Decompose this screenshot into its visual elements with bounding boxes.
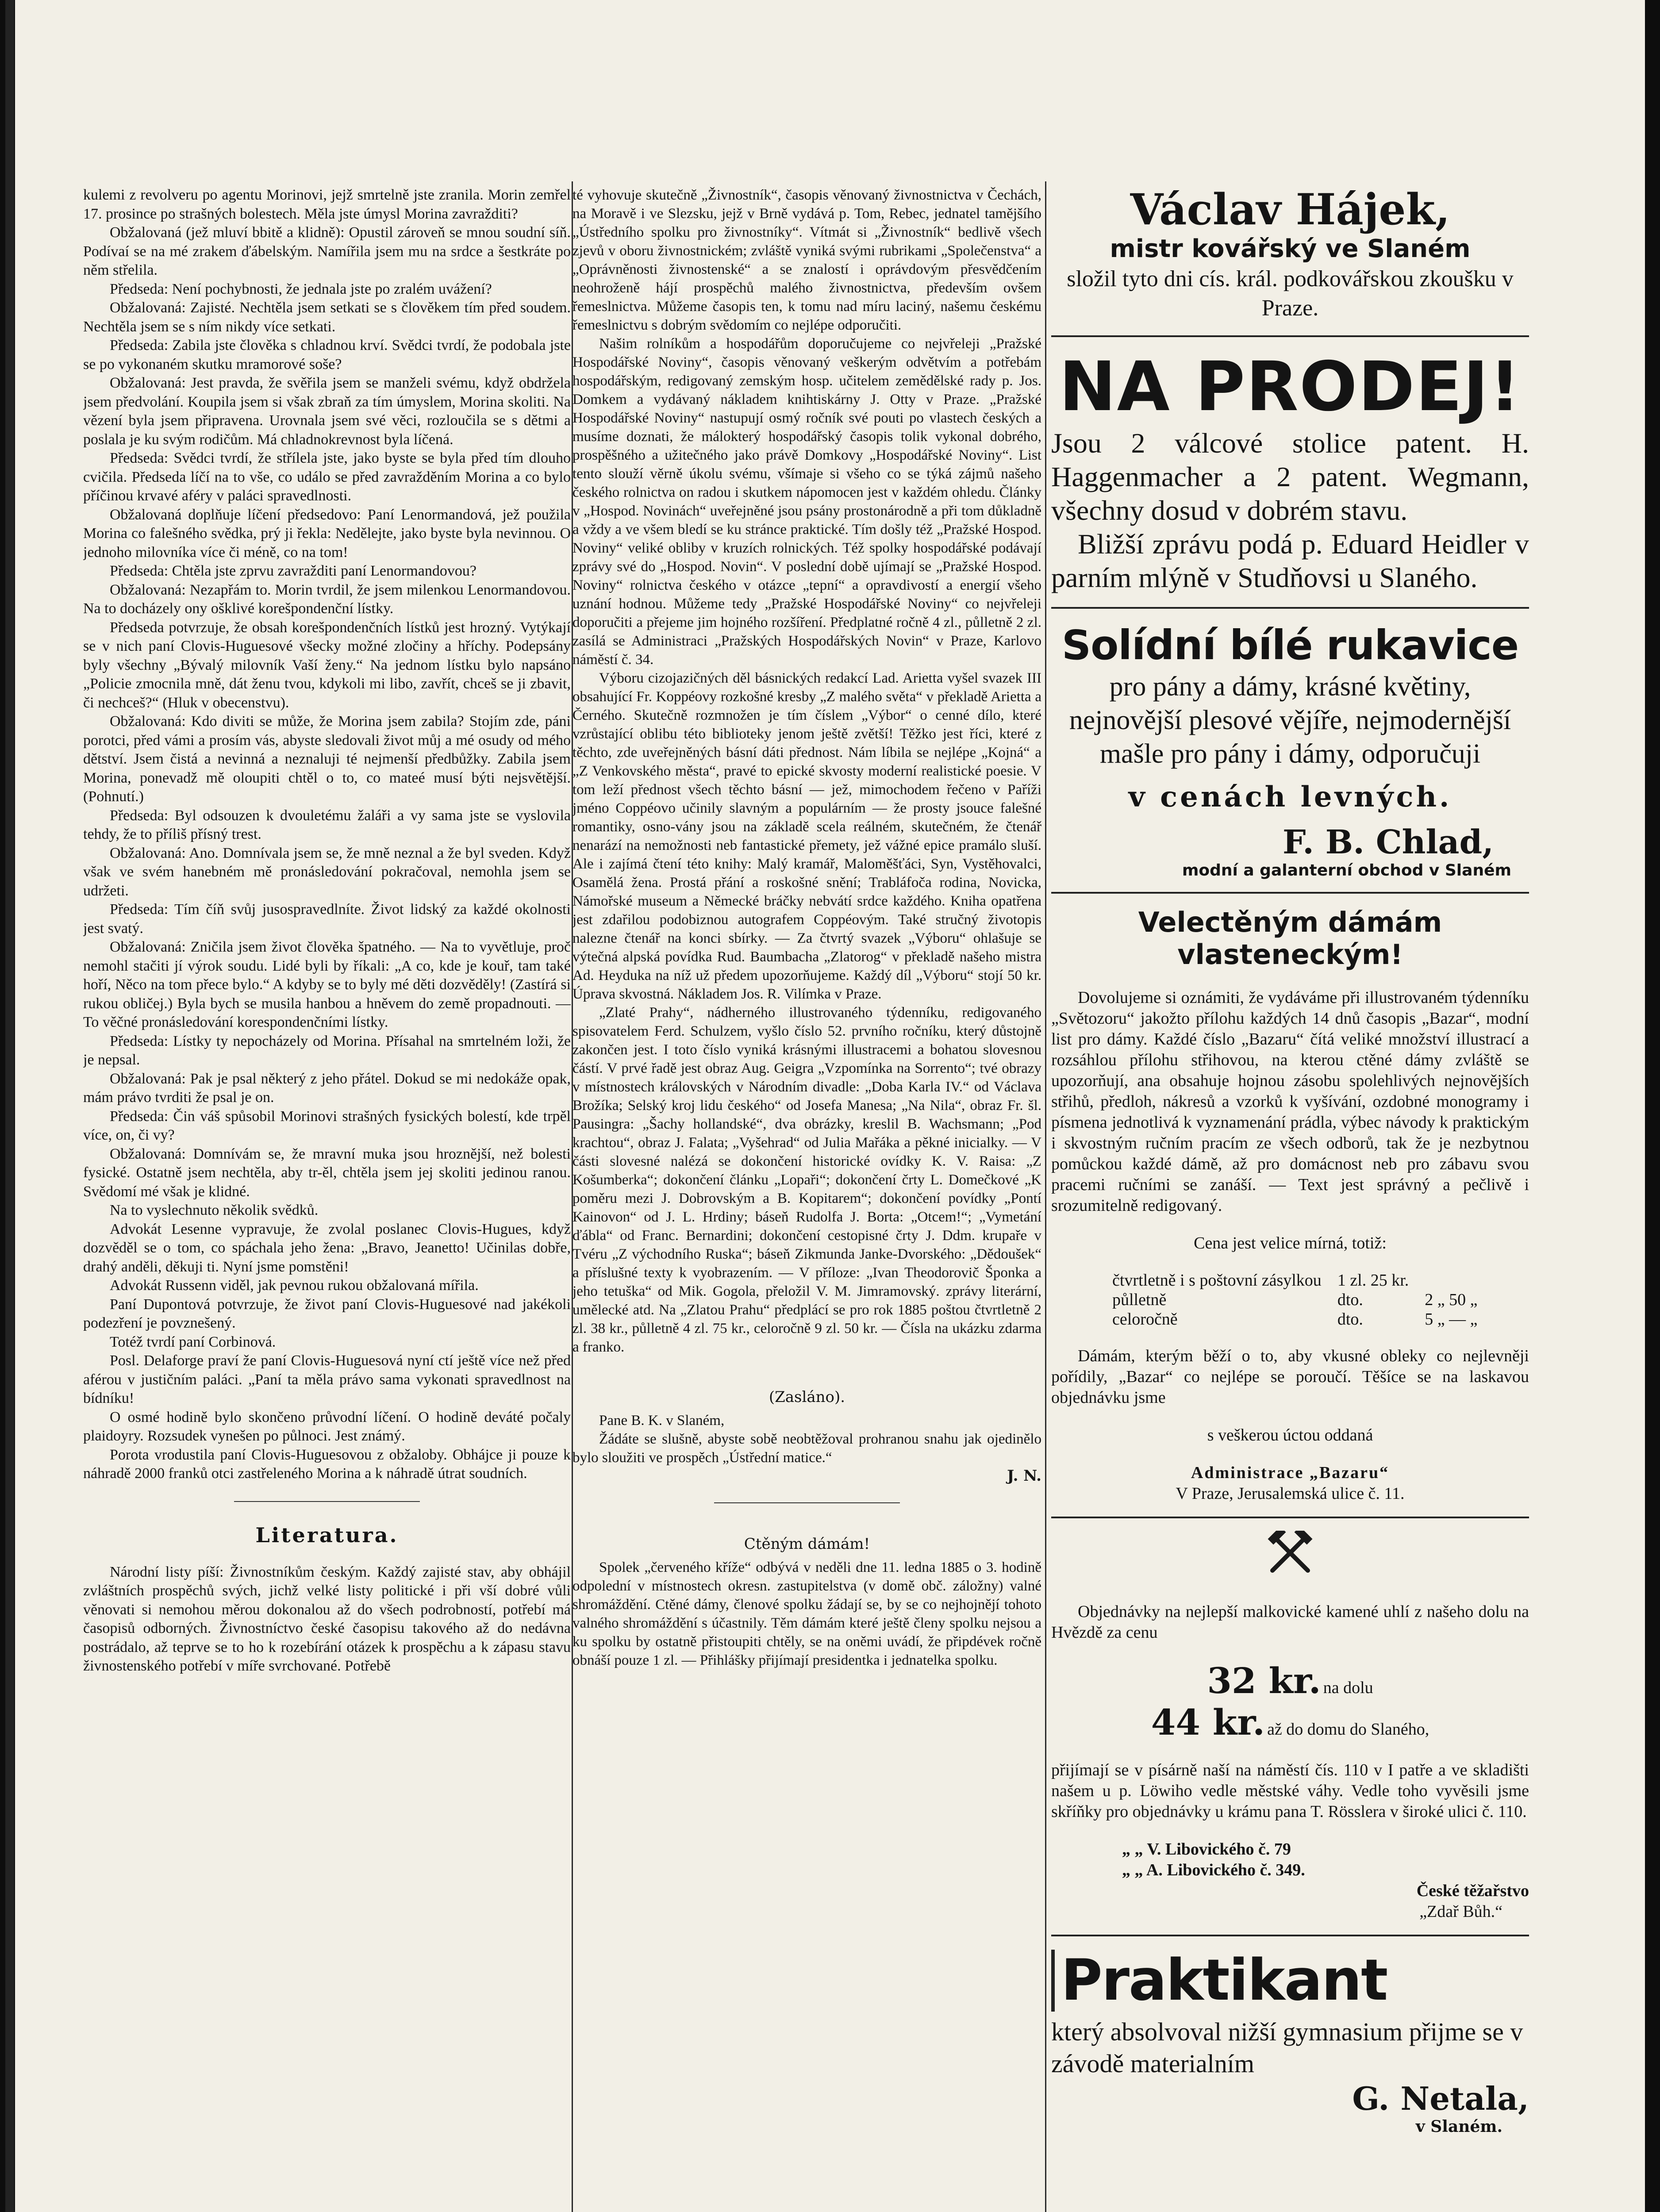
- ad-signature-sub: modní a galanterní obchod v Slaném: [1182, 861, 1511, 879]
- column-advertisements: [1051, 186, 1529, 2212]
- paragraph: Obžalovaná: Zničila jsem život člověka špatného. — Na to vyvětluje, proč nemohl stačiti jí výrok soudu. Lidé byli by říkali: „A co, kde je kouř, tam také hoří, Něco na tom přece bylo.“ A kdyby se to byly mé děti dozvěděly! (Zastírá si rukou obličej.) Byla bych se musila hanbou a hněvem do země propadnouti. — To věčné pronásledování korespondenčními lístky.: [83, 939, 571, 1030]
- paragraph: O osmé hodině bylo skončeno průvodní líčení. O hodině deváté počaly plaidoyry. Rozsudek vynešen po půlnoci. Jest známý.: [83, 1409, 571, 1444]
- ad-title: Velectěným dámám vlasteneckým!: [1138, 906, 1442, 971]
- ad-text: Bližší zprávu podá p. Eduard Heidler v parním mlýně v Studňovsi u Slaného.: [1051, 528, 1529, 593]
- zaslano-addressee: Pane B. K. v Slaném,: [599, 1413, 725, 1429]
- ad-divider: [1051, 892, 1529, 894]
- ad-rukavice: [1051, 621, 1529, 879]
- ad-price-note: v cenách levných.: [1128, 780, 1452, 814]
- paragraph: Porota vrodustila paní Clovis-Huguesovou z obžaloby. Obhájce ji pouze k náhradě 2000 franků otci zastřeleného Morina a k náhradě útrat soudních.: [83, 1446, 571, 1482]
- page-fold-shadow: [5, 0, 14, 2212]
- zaslano-text: Žádáte se slušně, abyste sobě neobtěžoval prohranou snahu jak ojedinělo bylo sloužiti ve prospěch „Ústřední matice.“: [573, 1431, 1041, 1466]
- paragraph: Obžalovaná: Ano. Domnívala jsem se, že mně neznal a že byl sveden. Když však ve svém hanebném mě pronásledování pokračoval, nemohla jsem se udržeti.: [83, 845, 571, 899]
- paragraph: „Zlaté Prahy“, nádherného illustrovaného týdenníku, redigovaného spisovatelem Ferd. Schulzem, vyšlo číslo 52. prvního ročníku, který důstojně zakončen jest. I toto číslo vyniká krásnými illustracemi a bohatou slovesnou částí. V prvé řadě jest obraz Aug. Geigra „Vzpomínka na Sorrento“; tvé obrazy v místnostech královských v Národním divadle: „Doba Karla IV.“ od Václava Brožíka; Selský kroj lidu českého“ od Josefa Manesa; „Na Nila“, obraz Fr. šl. Pausingra: „Šachy hollandské“, dva obrázky, kreslil B. Wachsmann; „Pod krachtou“, obraz J. Falata; „Vyšehrad“ od Julia Mařáka a pěkné inicialky. — V části slovesné nalézá se dokončení historické ovídky K. V. Raisa: „Z Košumberka“; dokončení článku „Lopaři“; dokončení črty L. Domečkové „K poměru mezi J. Dobrovským a B. Kopitarem“; dokončení povídky „Pontí Kainovon“ od J. L. Hrdiny; báseň Rudolfa J. Borta: „Otcem!“; „Vymetání ďábla“ od Franc. Bernardini; dokončení cestopisné črty J. Ddm. krupaře v Tvéru „Z východního Ruska“; báseň Zikmunda Janke-Dvorského: „Dědoušek“ a příslušné texty k vyobrazením. — V příloze: „Ivan Theodorovič Šponka a jeho tetuška“ od Mik. Gogola, přeložil V. M. Jimramovský. zprávy literární, umělecké atd. Na „Zlatou Prahu“ předplácí se pro rok 1885 poštou čtvrtletně 2 zl. 38 kr., půlletně 4 zl. 75 kr., celoročně 9 zl. 50 kr. — Čísla na ukázku zdarma a franko.: [573, 1005, 1041, 1355]
- list-item: „ „ A. Libovického č. 349.: [1122, 1861, 1305, 1879]
- hammer-icon: [1051, 1531, 1529, 1585]
- ad-uhli: [1051, 1531, 1529, 1922]
- paragraph: Obžalovaná: Kdo diviti se může, že Morina jsem zabila? Stojím zde, páni porotci, před vámi a prosím vás, abyste sledovali život můj a mé osudy od mého dětství. Jsem čistá a nevinná a neznaluji té nejmenší předbůžky. Zabila jsem Morina, ponevadž mě oloupiti chtěl o to, co mateé musí býti nejsvětější. (Pohnutí.): [83, 713, 571, 805]
- ad-divider: [1051, 335, 1529, 337]
- ad-vaclav-hajek: [1051, 186, 1529, 323]
- paragraph: Předseda: Tím číň svůj jusospravedlníte. Život lidský za každé okolnosti jest svatý.: [83, 901, 571, 937]
- ad-title: Václav Hájek,: [1130, 186, 1450, 234]
- paragraph: Obžalovaná: Domnívám se, že mravní muka jsou hroznější, než bolesti fysické. Ostatně jsem nechtěla, aby tr-ěl, chtěla jsem jej skoliti jedinou ranou. Svědomí mé však je klidné.: [83, 1145, 571, 1200]
- ad-text: Jsou 2 válcové stolice patent. H. Haggenmacher a 2 patent. Wegmann, všechny dosud v dobrém stavu.: [1051, 427, 1529, 526]
- ad-title: Solídní bílé rukavice: [1061, 622, 1519, 669]
- paragraph: Totéž tvrdí paní Corbinová.: [110, 1333, 276, 1350]
- paragraph: Spolek „červeného kříže“ odbývá v neděli dne 11. ledna 1885 o 3. hodině odpolední v místnostech okresn. zastupitelstva (v domě obč. záložny) valné shromáždění. Ctěné dámy, členové spolku žádají se, by se co nejhojnějí tohoto valného shromáždění s účastnily. Těm dámám které ještě členy spolku nejsou a ku spolku by ostatně přistoupiti chtěly, se na oněmi uvádí, že připdévek ročně obnáší pouze 1 zl. — Přihlášky přijímají presidentka i jednatelka spolku.: [573, 1559, 1041, 1668]
- price-ditto: dto.: [1337, 1290, 1363, 1309]
- paragraph: Advokát Lesenne vypravuje, že zvolal poslanec Clovis-Hugues, když dozvěděl se o tom, co spáchala jeho žena: „Bravo, Jeanetto! Učinilas dobře, drahý anděli, děkuji ti. Nyní jsme pomstěni!: [83, 1221, 571, 1275]
- column-literature: [573, 186, 1041, 2212]
- ad-signature-sub: „Zdař Bůh.“: [1419, 1902, 1502, 1921]
- ad-text: pro pány a dámy, krásné květiny, nejnovější plesové vějíře, nejmodernější mašle pro pány i dámy, odporučuji: [1069, 672, 1511, 769]
- ad-signature: Administrace „Bazaru“: [1191, 1463, 1390, 1482]
- paragraph: Obžalovaná: Pak je psal některý z jeho přátel. Dokud se mi nedokáže opak, mám právo tvrditi že psal je on.: [83, 1070, 571, 1106]
- table-row: [1104, 1290, 1486, 1310]
- ad-text: přijímají se v písárně naší na náměstí čís. 110 v I patře a ve skladišti našem u p. Löwiho vedle městské váhy. Vedle toho vyvěsili jsme skříňky pro objednávky u krámu pana T. Rösslera v široké ulici č. 110.: [1051, 1761, 1529, 1821]
- price-value: 1 zl. 25 kr.: [1337, 1271, 1409, 1290]
- coal-price-note: až do domu do Slaného,: [1267, 1720, 1429, 1739]
- paragraph: Předseda: Není pochybnosti, že jednala jste po zralém uvážení?: [110, 280, 492, 297]
- section-heading-zaslano: (Zasláno).: [769, 1388, 845, 1406]
- paragraph: Obžalovaná: Zajisté. Nechtěla jsem setkati se s člověkem tím před soudem. Nechtěla jsem se s ním nikdy více setkati.: [83, 300, 571, 335]
- section-divider: [714, 1502, 900, 1503]
- paragraph: Předseda: Čin váš spůsobil Morinovi strašných fysických bolestí, kde trpěl více, on, či vy?: [83, 1108, 571, 1143]
- price-ditto: dto.: [1337, 1310, 1363, 1329]
- ad-text: Dámám, kterým běží o to, aby vkusné obleky co nejlevněji pořídily, „Bazar“ co nejlépe se poroučí. Těšíce se na laskavou objednávku jsme: [1051, 1347, 1529, 1407]
- ad-text: který absolvoval nižší gymnasium přijme se v závodě materialním: [1051, 2017, 1523, 2078]
- paragraph: Předseda: Lístky ty nepocházely od Morina. Přísahal na smrtelném loži, že je nepsal.: [83, 1033, 571, 1068]
- ad-na-prodej: [1051, 349, 1529, 595]
- paragraph: Obžalovaná: Nezapřám to. Morin tvrdil, že jsem milenkou Lenormandovou. Na to docházely ony ošklivé korešpondenční lístky.: [83, 581, 571, 617]
- ad-divider: [1051, 1517, 1529, 1518]
- paragraph: té vyhovuje skutečně „Živnostník“, časopis věnovaný živnostnictva v Čechách, na Moravě i ve Slezsku, jejž v Brně vydává p. Tom, Rebec, jednatel tamějšího „Ústředního spolku pro živnostníky“. Vítmát si „Živnostník“ bedlivě všech zjevů v oboru živnostnickém; zvláště vyniká svými rubrikami „Společenstva“ a „Oprávněnosti živnostenské“ a se znalostí i oprávdovým přesvědčením neohroženě hájí prospěchů malého živnostnictva, především ovšem řemeslnictva. Můžeme časopis ten, k tomu nad míru laciný, našemu českému řemeslnictvu s dobrým svědomím co nejlépe odporučiti.: [573, 187, 1041, 333]
- price-period: celoročně: [1112, 1310, 1178, 1329]
- coal-price: 44 kr.: [1151, 1701, 1265, 1743]
- paragraph: Advokát Russenn viděl, jak pevnou rukou obžalovaná mířila.: [110, 1277, 479, 1294]
- ad-signature: F. B. Chlad,: [1283, 823, 1494, 861]
- column-trial-report: [83, 186, 571, 2212]
- list-item: „ „ V. Libovického č. 79: [1122, 1840, 1291, 1859]
- paragraph: Obžalovaná doplňuje líčení předsedovo: Paní Lenormandová, jež použila Morina co falešného svědka, prý ji řekla: Nedělejte, jako byste byla nevinnou. O jednoho milovníka více či méně, co na tom!: [83, 506, 571, 561]
- paragraph: Předseda potvrzuje, že obsah korešpondenčních lístků jest hrozný. Vytýkají se v nich paní Clovis-Huguesové všecky možné zločiny a hříchy. Podepsány byly všechny „Bývalý milovník Vaší ženy.“ Na jednom lístku bylo napsáno „Policie zmocnila mně, dát ženu tvou, kdykoli mi libo, zavřít, chceš se ji zbavit, či nechceš?“ (Hluk v obecenstvu).: [83, 619, 571, 711]
- section-heading-literatura: Literatura.: [255, 1523, 399, 1547]
- ad-price-label: Cena jest velice mírná, totiž:: [1194, 1234, 1387, 1252]
- paragraph: Národní listy píší: Živnostníkům českým. Každý zajisté stav, aby obhájil zvláštních prospěchů svých, jichž velké listy politické i při vší dobré vůli věnovati si nemohou měrou dokonalou až do všech podrobností, potřebí má časopisů odborných. Živnostníctvo české časopisu takového až do nedávna postrádalo, až teprve se to ho k rozebírání otázek k prospěchu a k zápasu stavu živnostenského potřebí v míře svrchované. Potřebě: [83, 1563, 571, 1674]
- ad-title: NA PRODEJ!: [1059, 347, 1522, 426]
- coal-price-row: [1051, 1660, 1529, 1701]
- paragraph: Předseda: Byl odsouzen k dvouletému žaláři a vy sama jste se vyslovila tehdy, že to příliš přísný trest.: [83, 807, 571, 842]
- price-table: [1104, 1271, 1486, 1329]
- price-value: 5 „ — „: [1425, 1310, 1478, 1329]
- paragraph: Výboru cizojazičných děl básnických redakcí Lad. Arietta vyšel svazek III obsahující Fr. Koppéovy rozkošné kresby „Z malého světa“ v překladě Arietta a Černého. Skutečně rozmnožen je tím číslem „Výbor“ o cenné dílo, které vzrůstající oblibu této biblioteky jenom ještě zvětší! Těžko jest říci, které z těchto, zde uveřejněných básní dáti přednost. Nám líbila se nejlépe „Kojná“ a „Z Venkovského města“, pravé to epické skvosty moderní realistické poesie. V tom leží přednost všech těchto básní — jež, mimochodem řečeno v Paříži jméno Coppéovo učinily slavným a populárním — že prosty jsouce falešné romantiky, osno-vány jsou na základě scela reálném, skutečném, že čtenář nenarází na nemožnosti neb fantastické přemety, jež vážné epice pramálo sluší. Ale i zajímá čtení této knihy: Malý kramář, Maloměšťáci, Syn, Vystěhovalci, Osamělá žena. Prostá přání a roskošné snění; Trabláfoča rodina, Novicka, Námořské museum a Německé bráčky nebvátí srdce každého. Kniha opatřena jest zdařilou podobiznou autografem Coppéovým. Také stručný životopis nalezne čtenář na konci sbírky. — Za čtvrtý svazek „Výboru“ ohlašuje se výtečná alpská povídka Rud. Baumbacha „Zlatorog“ v překladě našeho mistra Ad. Heyduka na níž už předem upozorňujeme. Každý díl „Výboru“ stojí 50 kr. Úprava skvostná. Nákladem Jos. R. Vilímka v Praze.: [573, 670, 1041, 1002]
- ad-signature-sub: V Praze, Jerusalemská ulice č. 11.: [1176, 1484, 1405, 1503]
- ad-signature: České těžařstvo: [1416, 1882, 1529, 1900]
- paragraph: Obžalovaná: Jest pravda, že svěřila jsem se manželi svému, když obdržela jsem předvolání. Koupila jsem si však zbraň za tím úmyslem, Morina skoliti. Na vězení byla jsem připravena. Urovnala jsem své věci, rozloučila se s dětmi a poslala je ku svým rodičům. Má chladnokrevnost byla líčená.: [83, 375, 571, 448]
- paragraph: kulemi z revolveru po agentu Morinovi, jejž smrtelně jste zranila. Morin zemřel 17. prosince po strašných bolestech. Měla jste úmysl Morina zavražditi?: [83, 187, 571, 222]
- ad-title: Praktikant: [1051, 1950, 1529, 2012]
- coal-price-note: na dolu: [1323, 1678, 1373, 1697]
- paragraph: Předseda: Chtěla jste zprvu zavražditi paní Lenormandovou?: [110, 563, 476, 579]
- ad-text: Dovolujeme si oznámiti, že vydáváme při illustrovaném týdenníku „Světozoru“ jakožto přílohu každých 14 dnů časopis „Bazar“, modní list pro dámy. Každé číslo „Bazaru“ čítá veliké množství illustrací a rozsáhlou přílohu střihovou, na kterou ctěné dámy zvláště se upozorňují, ana obsahuje hojnou zásobu spolehlivých nejnovějších střihů, předloh, nákresů a vzorků k vyšívání, ozdobné monogramy i písmena jednotlivá k vyznamenání prádla, výbec návody k praktickým i skvostným ručním pracím ze všech odborů, tak že je nezbytnou pomůckou každé dámě, až pro domácnost neb pro zábavu svou pracemi ručními se zanáší. — Text jest správný a pečlivě i srozumitelně redigovaný.: [1051, 988, 1529, 1215]
- section-divider: [234, 1501, 420, 1502]
- paragraph: Našim rolníkům a hospodářům doporučujeme co nejvřeleji „Pražské Hospodářské Noviny“, časopis věnovaný veškerým odvětvím a potřebám hospodářským, redigovaný zemským hosp. učitelem zemědělské rady p. Jos. Domkem a vydávaný nákladem knihtiskárny J. Otty v Praze. „Pražské Hospodářské Noviny“ nastupují osmý ročník své pouti po vlastech českých a musíme doznati, že málokterý hospodářský časopis tolik vykonal dobrého, prospěšného a užitečného jako právě Domkovy „Hospodářské Noviny“. List tento slouží věrně úkolu svému, všímaje si všeho co se týká zájmů našeho českého rolnictva on radou i skutkem nápomocen jest v každém ohledu. Články v „Hospod. Novinách“ uveřejněné jsou psány prostonárodně a při tom důkladně a vždy a ve všem bledí se ku stránce praktické. Tím došly též „Pražské Hospod. Noviny“ veliké obliby v kruzích rolnických. Též spolky hospodářské podávají zprávy své do „Hospod. Novin“. V poslední době ujímají se „Pražské Hospod. Noviny“ rolnictva českého v otázce „tepní“ a opravdivostí a energií všeho uznání hodnou. Můžeme tedy „Pražské Hospodářské Noviny“ co nejvřeleji doporučiti a přejeme jim hojného rozšíření. Předplatné ročně 4 zl., půlletně 2 zl. zasílá se Administraci „Pražských Hospodářských Novin“ v Praze, Karlovo náměstí č. 34.: [573, 336, 1041, 668]
- ad-signature: G. Netala,: [1352, 2080, 1529, 2117]
- table-row: [1104, 1310, 1486, 1329]
- paragraph: Posl. Delaforge praví že paní Clovis-Huguesová nyní ctí ještě více než před aférou v justičním paláci. „Paní ta měla právo sama vykonati spravedlnost na bídníku!: [83, 1352, 571, 1406]
- ad-divider: [1051, 1935, 1529, 1936]
- column-divider-2: [1045, 181, 1046, 2212]
- price-period: půlletně: [1112, 1290, 1167, 1309]
- ad-praktikant: [1051, 1947, 1529, 2136]
- price-value: 2 „ 50 „: [1425, 1290, 1478, 1309]
- price-period: čtvrtletně i s poštovní zásylkou: [1112, 1271, 1322, 1290]
- ad-subtitle: mistr kovářský ve Slaném: [1110, 234, 1471, 263]
- zaslano-signature: J. N.: [1007, 1467, 1041, 1485]
- ad-bazar: [1051, 906, 1529, 1504]
- paragraph: Předseda: Zabila jste člověka s chladnou krví. Svědci tvrdí, že podobala jste se po vykonaném skutku mramorové soše?: [83, 337, 571, 373]
- ad-signature-sub: v Slaném.: [1415, 2117, 1502, 2136]
- ad-divider: [1051, 607, 1529, 609]
- paragraph: Paní Dupontová potvrzuje, že život paní Clovis-Huguesové nad jakékoli podezření je povznešený.: [83, 1296, 571, 1331]
- paragraph: Předseda: Svědci tvrdí, že střílela jste, jako byste se byla před tím dlouho cvičila. Předseda líčí na to vše, co událo se před zavražděním Morina a co bylo příčinou krvavé aféry v paláci spravedlnosti.: [83, 450, 571, 504]
- ad-text: složil tyto dni cís. král. podkovářskou zkoušku v Praze.: [1067, 266, 1514, 321]
- coal-price: 32 kr.: [1207, 1660, 1321, 1701]
- ad-text: s veškerou úctou oddaná: [1207, 1426, 1373, 1444]
- section-heading-ctenym-damam: Ctěným dámám!: [744, 1535, 870, 1553]
- coal-price-row: [1051, 1701, 1529, 1743]
- paragraph: Obžalovaná (jež mluví bbitě a klidně): Opustil zároveň se mnou soudní síň. Podívaí se na mé zrakem ďábelským. Namířila jsem mu na srdce a šestkráte po něm střelila.: [83, 224, 571, 278]
- ad-text: Objednávky na nejlepší malkovické kamené uhlí z našeho dolu na Hvězdě za cenu: [1051, 1602, 1529, 1642]
- paragraph: Na to vyslechnuto několik svědků.: [110, 1202, 319, 1218]
- table-row: [1104, 1271, 1486, 1290]
